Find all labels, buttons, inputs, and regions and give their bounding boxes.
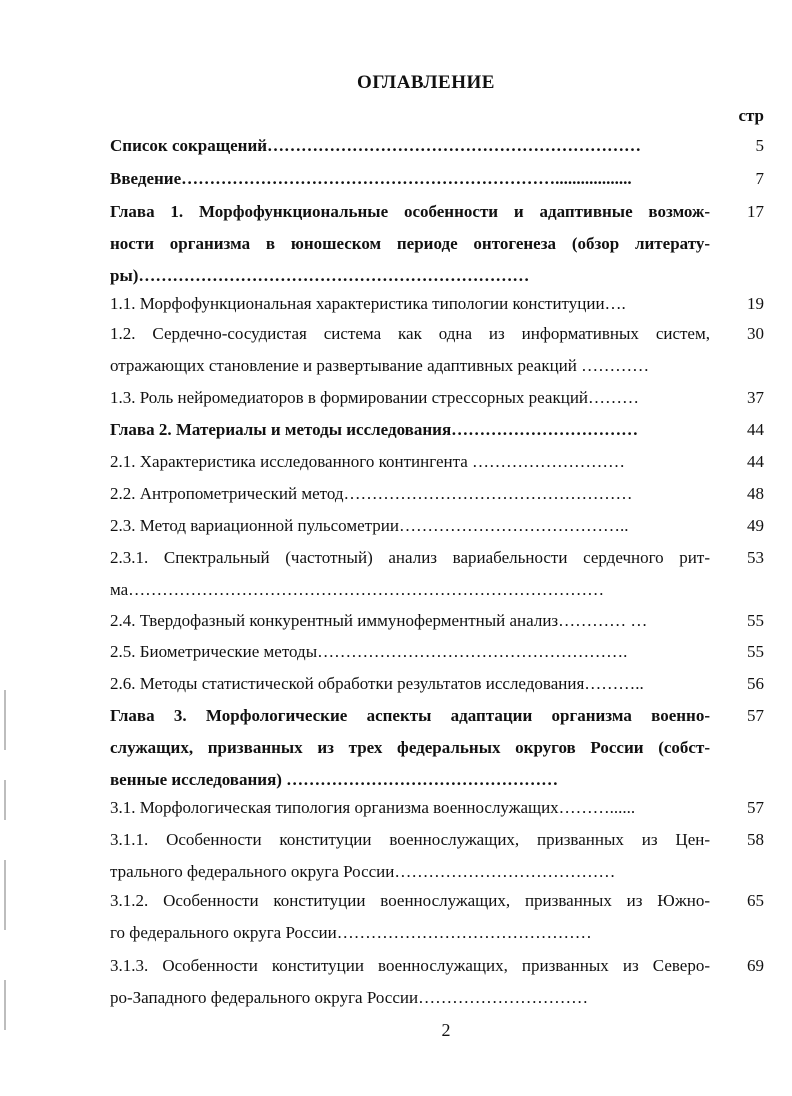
toc-page-number: 57 xyxy=(747,798,764,817)
toc-page-number: 69 xyxy=(747,956,764,975)
page-title: ОГЛАВЛЕНИЕ xyxy=(357,72,495,93)
toc-entry-line: 3.1.1. Особенности конституции военнослужащих, призванных из Цен- xyxy=(110,830,710,849)
toc-entry-line: ры)…………………………………………………………… xyxy=(110,266,530,285)
toc-page-number: 65 xyxy=(747,891,764,910)
toc-page-number: 7 xyxy=(755,169,764,188)
toc-entry-line: 1.1. Морфофункциональная характеристика типологии конституции…. xyxy=(110,294,626,313)
toc-entry-3-1 xyxy=(110,792,710,824)
toc-entry-line: 2.3. Метод вариационной пульсометрии………………………………….. xyxy=(110,516,629,535)
toc-entry-line: го федерального округа России……………………………………… xyxy=(110,923,592,942)
toc-entry-line: ро-Западного федерального округа России………………………… xyxy=(110,988,589,1007)
toc-entry-2-3 xyxy=(110,510,710,542)
toc-entry-2-2 xyxy=(110,478,710,510)
toc-entry-3-1-3 xyxy=(110,950,710,1014)
toc-entry-line: 3.1.2. Особенности конституции военнослужащих, призванных из Южно- xyxy=(110,891,710,910)
page-column-header: стр xyxy=(738,106,764,125)
toc-page-number: 44 xyxy=(747,420,764,439)
toc-entry-line: Глава 1. Морфофункциональные особенности и адаптивные возмож- xyxy=(110,202,710,221)
toc-entry-line: 2.6. Методы статистической обработки результатов исследования……….. xyxy=(110,674,644,693)
toc-entry-line: Глава 2. Материалы и методы исследования…………………………… xyxy=(110,420,639,439)
toc-entry-abbreviations xyxy=(110,130,710,162)
toc-entry-line: 2.3.1. Спектральный (частотный) анализ вариабельности сердечного рит- xyxy=(110,548,710,567)
toc-page-number: 5 xyxy=(755,136,764,155)
toc-entry-line: ма………………………………………………………………………… xyxy=(110,580,605,599)
toc-entry-1-3 xyxy=(110,382,710,414)
toc-page-number: 53 xyxy=(747,548,764,567)
toc-entry-line: служащих, призванных из трех федеральных округов России (собст- xyxy=(110,738,710,757)
toc-page-number: 56 xyxy=(747,674,764,693)
toc-entry-2-1 xyxy=(110,446,710,478)
toc-entry-line: 2.1. Характеристика исследованного контингента ……………………… xyxy=(110,452,626,471)
toc-entry-introduction xyxy=(110,163,710,195)
toc-page-number: 58 xyxy=(747,830,764,849)
toc-entry-1-1 xyxy=(110,288,710,320)
toc-page-number: 55 xyxy=(747,642,764,661)
toc-entry-line: венные исследования) ………………………………………… xyxy=(110,770,559,789)
toc-entry-line: трального федерального округа России………………………………… xyxy=(110,862,616,881)
toc-entry-line: Введение………………………………………………………….................. xyxy=(110,169,632,188)
toc-entry-line: отражающих становление и развертывание адаптивных реакций ………… xyxy=(110,356,650,375)
toc-entry-line: 2.2. Антропометрический метод…………………………………………… xyxy=(110,484,633,503)
toc-page-number: 49 xyxy=(747,516,764,535)
toc-entry-3-1-1 xyxy=(110,824,710,888)
toc-entry-line: Глава 3. Морфологические аспекты адаптации организма военно- xyxy=(110,706,710,725)
toc-entry-line: Список сокращений………………………………………………………… xyxy=(110,136,642,155)
scan-artifact xyxy=(4,690,6,750)
toc-entry-2-5 xyxy=(110,636,710,668)
toc-entry-line: 2.4. Твердофазный конкурентный иммуноферментный анализ………… … xyxy=(110,611,648,630)
toc-entry-3-1-2 xyxy=(110,885,710,949)
scan-artifact xyxy=(4,980,6,1030)
toc-page-number: 19 xyxy=(747,294,764,313)
toc-page-number: 17 xyxy=(747,202,764,221)
toc-entry-line: 1.3. Роль нейромедиаторов в формировании стрессорных реакций……… xyxy=(110,388,640,407)
toc-entry-line: 2.5. Биометрические методы………………………………………………. xyxy=(110,642,628,661)
toc-page-number: 37 xyxy=(747,388,764,407)
toc-entry-2-3-1 xyxy=(110,542,710,606)
toc-entry-line: 3.1.3. Особенности конституции военнослужащих, призванных из Северо- xyxy=(110,956,710,975)
toc-entry-1-2 xyxy=(110,318,710,382)
toc-entry-line: 1.2. Сердечно-сосудистая система как одна из информативных систем, xyxy=(110,324,710,343)
toc-entry-chapter-3 xyxy=(110,700,710,796)
toc-entry-2-6 xyxy=(110,668,710,700)
toc-entry-line: 3.1. Морфологическая типология организма военнослужащих………...... xyxy=(110,798,636,817)
toc-page-number: 44 xyxy=(747,452,764,471)
toc-page-number: 57 xyxy=(747,706,764,725)
scan-artifact xyxy=(4,860,6,930)
page-number: 2 xyxy=(441,1020,451,1040)
toc-entry-2-4 xyxy=(110,605,710,637)
toc-entry-chapter-2 xyxy=(110,414,710,446)
toc-entry-line: ности организма в юношеском периоде онтогенеза (обзор литерату- xyxy=(110,234,710,253)
toc-page-number: 30 xyxy=(747,324,764,343)
toc-entry-chapter-1 xyxy=(110,196,710,292)
scan-artifact xyxy=(4,780,6,820)
toc-page-number: 48 xyxy=(747,484,764,503)
toc-page-number: 55 xyxy=(747,611,764,630)
